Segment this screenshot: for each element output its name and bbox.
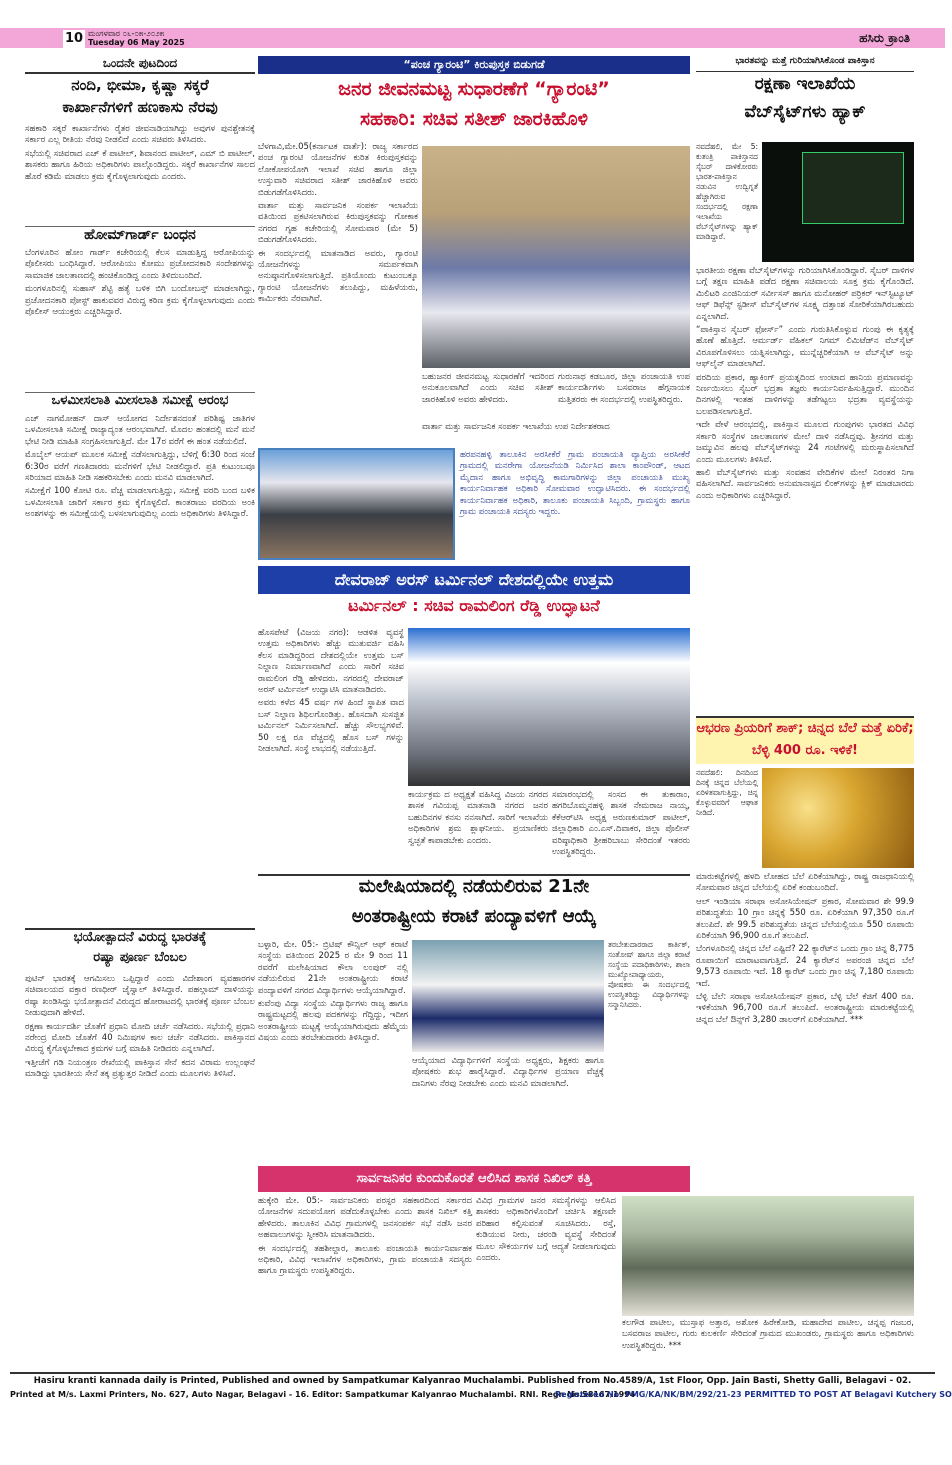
- lead-body-right: [558, 372, 690, 422]
- paragraph: ಕಾರ್ಯಕ್ರಮ ದ ಅಧ್ಯಕ್ಷತೆ ವಹಿಸಿದ್ದ ವಿಜಯ ನಗರದ ಶಾಸಕ ಗವಿಯಪ್ಪ ಮಾತನಾಡಿ ನಗರದ ಜನರ ಬಹುದಿನಗಳ ಕನಸು ನನಸಾಗಿದೆ. ಸಾರಿಗೆ ಇಲಾಖೆಯ ಅಧಿಕಾರಿಗಳ ಶ್ರಮ ಶ್ಲಾಘನೀಯ. ಪ್ರಯಾಣಿಕರು ಸ್ವಚ್ಛತೆ ಕಾಪಾಡಬೇಕು ಎಂದರು.: [408, 790, 548, 846]
- karate-body-bottom: [412, 1056, 604, 1162]
- gold-side-text: ನವದೆಹಲಿ: ದಿನದಿಂದ ದಿನಕ್ಕೆ ಚಿನ್ನದ ಬೆಲೆಯಲ್ಲಿ ಏರಿಳಿತವಾಗುತ್ತಿದ್ದು, ಚಿನ್ನ ಕೊಳ್ಳುವವರಿಗೆ ಆಘಾತ ನೀಡಿದೆ.: [696, 768, 758, 817]
- paragraph: ತರಬೇತುದಾರರಾದ ಕಾರ್ತಿಕ್, ಸಂತೋಷ್ ಹಾಗೂ ಜಿಲ್ಲಾ ಕರಾಟೆ ಸಂಸ್ಥೆಯ ಪದಾಧಿಕಾರಿಗಳು, ಶಾಲಾ ಮುಖ್ಯೋಪಾಧ್ಯಾಯರು, ಪೋಷಕರು ಈ ಸಂದರ್ಭದಲ್ಲಿ ಉಪಸ್ಥಿತರಿದ್ದು ವಿದ್ಯಾರ್ಥಿಗಳನ್ನು ಸನ್ಮಾನಿಸಿದರು.: [608, 940, 690, 1009]
- paragraph: ವಿವಿಧ ಗ್ರಾಮಗಳ ಜನರ ಸಮಸ್ಯೆಗಳನ್ನು ಆಲಿಸಿದ ಶಾಸಕರು ಅಧಿಕಾರಿಗಳೊಂದಿಗೆ ಚರ್ಚಿಸಿ ತಕ್ಷಣವೇ ಪರಿಹಾರ ಕಲ್ಪಿಸುವಂತೆ ಸೂಚಿಸಿದರು. ರಸ್ತೆ, ಕುಡಿಯುವ ನೀರು, ಚರಂಡಿ ವ್ಯವಸ್ಥೆ ಸೇರಿದಂತೆ ಮೂಲ ಸೌಕರ್ಯಗಳ ಬಗ್ಗೆ ಆದ್ಯತೆ ನೀಡಲಾಗುವುದು ಎಂದರು.: [476, 1196, 616, 1264]
- col4-body: [696, 266, 914, 712]
- terminal-body-left: [258, 628, 404, 868]
- terminal-body-right: [552, 790, 690, 868]
- paragraph: ಬಳ್ಳಾರಿ, ಮೇ. 05:- ಬ್ರಿಟಿಷ್ ಕೌನ್ಸಿಲ್ ಆಫ್ ಕರಾಟೆ ಸಂಸ್ಥೆಯ ವತಿಯಿಂದ 2025 ರ ಮೇ 9 ರಿಂದ 11 ರವರೆಗೆ ಮಲೇಷಿಯಾದ ಕೌಲಾ ಲಂಪುರ್ ನಲ್ಲಿ ನಡೆಯಲಿರುವ 21ನೇ ಅಂತರಾಷ್ಟ್ರೀಯ ಕರಾಟೆ ಪಂದ್ಯಾವಳಿಗೆ ನಗರದ ವಿದ್ಯಾರ್ಥಿಗಳು ಆಯ್ಕೆಯಾಗಿದ್ದಾರೆ.: [258, 940, 408, 996]
- paragraph: ಬೆಂಗಳೂರಿನಲ್ಲಿ ಚಿನ್ನದ ಬೆಲೆ ಎಷ್ಟಿದೆ? 22 ಕ್ಯಾರೆಟ್‌ನ ಒಂದು ಗ್ರಾಂ ಚಿನ್ನ 8,775 ರೂಪಾಯಿಗೆ ಮಾರಾಟವಾಗುತ್ತಿದೆ. 24 ಕ್ಯಾರೆಟ್‌ನ ಅಪರಂಜಿ ಚಿನ್ನದ ಬೆಲೆ 9,573 ರೂಪಾಯಿ ಇದೆ. 18 ಕ್ಯಾರೆಟ್ ಒಂದು ಗ್ರಾಂ ಚಿನ್ನ 7,180 ರೂಪಾಯಿ ಇದೆ.: [696, 944, 914, 989]
- paragraph: ಈ ಸಂದರ್ಭದಲ್ಲಿ ಮಾತನಾಡಿದ ಅವರು, ಗ್ಯಾರಂಟಿ ಯೋಜನೆಗಳನ್ನು ಸಮರ್ಪಕವಾಗಿ ಅನುಷ್ಠಾನಗೊಳಿಸಲಾಗುತ್ತಿದೆ. ಪ್ರತಿಯೊಂದು ಕುಟುಂಬಕ್ಕೂ ಗ್ಯಾರಂಟಿ ಯೋಜನೆಗಳು ತಲುಪಿದ್ದು, ಮಹಿಳೆಯರು, ಕಾರ್ಮಿಕರು ನೆರವಾಗಿವೆ.: [258, 248, 418, 305]
- gold-photo: [762, 768, 914, 868]
- nikhil-body-left: [258, 1196, 472, 1368]
- lead-body-center: [422, 372, 554, 422]
- karate-body-right: [608, 940, 690, 1162]
- col4-side-text: ನವದೆಹಲಿ, ಮೇ 5: ಕುತಂತ್ರಿ ಪಾಕಿಸ್ತಾನದ ಸೈಬರ್ ದಾಳಿಕೋರರು ಭಾರತ-ಪಾಕಿಸ್ತಾನ ನಡುವಿನ ಉದ್ವಿಗ್ನತೆ ಹೆಚ್ಚಾಗಿರುವ ಸಂದರ್ಭದಲ್ಲಿ ರಕ್ಷಣಾ ಇಲಾಖೆಯ ವೆಬ್‌ಸೈಟ್‌ಗಳನ್ನು ಹ್ಯಾಕ್ ಮಾಡಿದ್ದಾರೆ.: [696, 142, 758, 241]
- expo-caption: ಹರಪನಹಳ್ಳಿ ತಾಲೂಕಿನ ಅರಸೀಕೆರೆ ಗ್ರಾಮ ಪಂಚಾಯತಿ ವ್ಯಾಪ್ತಿಯ ಅರಸೀಕೆರೆ ಗ್ರಾಮದಲ್ಲಿ ಮನರೇಗಾ ಯೋಜನೆಯಡಿ ನಿರ್ಮಿಸಿದ ಶಾಲಾ ಕಾಂಪೌಂಡ್, ಆಟದ ಮೈದಾನ ಹಾಗೂ ಅಭಿವೃದ್ಧಿ ಕಾಮಗಾರಿಗಳನ್ನು ಜಿಲ್ಲಾ ಪಂಚಾಯತಿ ಮುಖ್ಯ ಕಾರ್ಯನಿರ್ವಾಹಕ ಅಧಿಕಾರಿ ಸೋಮವಾರ ಉದ್ಘಾಟಿಸಿದರು. ಈ ಸಂದರ್ಭದಲ್ಲಿ ಕಾರ್ಯನಿರ್ವಾಹಕ ಅಧಿಕಾರಿ, ತಾಲೂಕು ಪಂಚಾಯತಿ ಸಿಬ್ಬಂದಿ, ಗ್ರಾಮಸ್ಥರು ಹಾಗೂ ಗ್ರಾಮ ಪಂಚಾಯತಿ ಸದಸ್ಯರು ಇದ್ದರು.: [460, 450, 690, 518]
- col4-headline2: ವೆಬ್‌ಸೈಟ್‌ಗಳು ಹ್ಯಾಕ್: [744, 102, 866, 122]
- hacker-photo: [762, 142, 914, 262]
- col1-story4-body: [25, 974, 255, 1368]
- paragraph: ಇದೇ ವೇಳೆ ಆರಂಭದಲ್ಲಿ, ಪಾಕಿಸ್ತಾನ ಮೂಲದ ಗುಂಪುಗಳು ಭಾರತದ ವಿವಿಧ ಸರ್ಕಾರಿ ಸಂಸ್ಥೆಗಳ ಜಾಲತಾಣಗಳ ಮೇಲೆ ದಾಳಿ ನಡೆಸಿದ್ದವು. ಶ್ರೀನಗರ ಮತ್ತು ಜಮ್ಮುವಿನ ಹಲವು ವೆಬ್‌ಸೈಟ್‌ಗಳನ್ನು 24 ಗಂಟೆಗಳಲ್ಲಿ ಮರುಸ್ಥಾಪಿಸಲಾಗಿದೆ ಎಂದು ಮೂಲಗಳು ತಿಳಿಸಿವೆ.: [696, 420, 914, 465]
- lead-kicker: “ಪಂಚ ಗ್ಯಾರಂಟಿ” ಕಿರುಪುಸ್ತಕ ಬಿಡುಗಡೆ: [258, 56, 690, 74]
- paragraph: ಅವರು ಕಳೆದ 45 ವರ್ಷ ಗಳ ಹಿಂದೆ ಸ್ಥಾಪಿತ ವಾದ ಬಸ್ ನಿಲ್ದಾಣ ಶಿಥಿಲಗೊಂಡಿತ್ತು. ಹೊಸದಾಗಿ ಸುಸಜ್ಜಿತ ಟರ್ಮಿನಲ್ ನಿರ್ಮಿಸಲಾಗಿದೆ. ಹೆಚ್ಚು ಸೌಲಭ್ಯಗಳಿವೆ. 50 ಲಕ್ಷ ರೂ ವೆಚ್ಚದಲ್ಲಿ ಹೊಸ ಬಸ್ ಗಳನ್ನು ನೀಡಲಾಗಿದೆ. ಸಂಸ್ಥೆ ಲಾಭದಲ್ಲಿ ನಡೆಯುತ್ತಿದೆ.: [258, 698, 404, 755]
- karate-headline2: ಅಂತರಾಷ್ಟ್ರೀಯ ಕರಾಟೆ ಪಂದ್ಯಾವಳಿಗೆ ಆಯ್ಕೆ: [351, 906, 597, 927]
- paragraph: ಕುವೆಂಪು ವಿದ್ಯಾ ಸಂಸ್ಥೆಯ ವಿದ್ಯಾರ್ಥಿಗಳು ರಾಜ್ಯ ಹಾಗೂ ರಾಷ್ಟ್ರಮಟ್ಟದಲ್ಲಿ ಹಲವು ಪದಕಗಳನ್ನು ಗೆದ್ದಿದ್ದು, ಇದೀಗ ಅಂತರಾಷ್ಟ್ರೀಯ ಮಟ್ಟಕ್ಕೆ ಆಯ್ಕೆಯಾಗಿರುವುದು ಹೆಮ್ಮೆಯ ವಿಷಯ ಎಂದು ತರಬೇತುದಾರರು ತಿಳಿಸಿದ್ದಾರೆ.: [258, 999, 408, 1044]
- section-label: ಒಂದನೇ ಪುಟದಿಂದ: [25, 56, 255, 74]
- paragraph: ವಾರ್ತಾ ಮತ್ತು ಸಾರ್ವಜನಿಕ ಸಂಪರ್ಕ ಇಲಾಖೆಯ ವತಿಯಿಂದ ಪ್ರಕಟಿಸಲಾಗಿರುವ ಕಿರುಪುಸ್ತಕವನ್ನು ಗೋಕಾಕ ನಗರದ ಗೃಹ ಕಚೇರಿಯಲ್ಲಿ ಸೋಮವಾರ (ಮೇ 5) ಬಿಡುಗಡೆಗೊಳಿಸಿದರು.: [258, 201, 418, 246]
- nikhil-photo: [622, 1196, 914, 1316]
- paragraph: ಮೊಬೈಲ್ ಆಯಪ್ ಮೂಲಕ ಸಮೀಕ್ಷೆ ನಡೆಸಲಾಗುತ್ತಿದ್ದು, ಬೆಳಿಗ್ಗೆ 6:30 ರಿಂದ ಸಂಜೆ 6:30ರ ವರೆಗೆ ಗಣತಿದಾರರು ಮನೆಗಳಿಗೆ ಭೇಟಿ ನೀಡಲಿದ್ದಾರೆ. ಪ್ರತಿ ಕುಟುಂಬವೂ ಸರಿಯಾದ ಮಾಹಿತಿ ನೀಡಿ ಸಹಕರಿಸಬೇಕು ಎಂದು ಮನವಿ ಮಾಡಲಾಗಿದೆ.: [25, 450, 255, 484]
- paragraph: “ಪಾಕಿಸ್ತಾನ ಸೈಬರ್ ಫೋರ್ಸ್” ಎಂದು ಗುರುತಿಸಿಕೊಳ್ಳುವ ಗುಂಪು ಈ ಕೃತ್ಯಕ್ಕೆ ಹೊಣೆ ಹೊತ್ತಿದೆ. ಆರ್ಮರ್ಡ್ ವೆಹಿಕಲ್ ನಿಗಮ್ ಲಿಮಿಟೆಡ್‌ನ ವೆಬ್‌ಸೈಟ್ ವಿರೂಪಗೊಳಿಸಲು ಯತ್ನಿಸಲಾಗಿದ್ದು, ಮುನ್ನೆಚ್ಚರಿಕೆಯಾಗಿ ಆ ವೆಬ್‌ಸೈಟ್ ಅನ್ನು ಆಫ್‌ಲೈನ್ ಮಾಡಲಾಗಿದೆ.: [696, 325, 914, 370]
- terminal-headline2: ಟರ್ಮಿನಲ್ : ಸಚಿವ ರಾಮಲಿಂಗ ರೆಡ್ಡಿ ಉದ್ಘಾಟನೆ: [348, 596, 600, 615]
- paragraph: ಸಮಾರಂಭದಲ್ಲಿ ಸಂಸದ ಈ ತುಕಾರಾಂ, ಹಗರಿಬೊಮ್ಮನಹಳ್ಳಿ ಶಾಸಕ ನೇಮರಾಜ ನಾಯ್ಕ, ಕೆಕೆಆರ್‌ಟಿಸಿ ಅಧ್ಯಕ್ಷ ಅರುಣಕುಮಾರ್ ಪಾಟೀಲ್, ಜಿಲ್ಲಾಧಿಕಾರಿ ಎಂ.ಎಸ್.ದಿವಾಕರ, ಜಿಲ್ಲಾ ಪೊಲೀಸ್ ವರಿಷ್ಠಾಧಿಕಾರಿ ಶ್ರೀಹರಿಬಾಬು ಸೇರಿದಂತೆ ಇತರರು ಉಪಸ್ಥಿತರಿದ್ದರು.: [552, 790, 690, 858]
- col1-story2-body: [25, 248, 255, 388]
- paragraph: ಬೆಳಗಾವಿ,ಮೇ.05(ಕರ್ನಾಟಕ ವಾರ್ತೆ): ರಾಜ್ಯ ಸರ್ಕಾರದ ಪಂಚ ಗ್ಯಾರಂಟಿ ಯೋಜನೆಗಳ ಕುರಿತ ಕಿರುಪುಸ್ತಕವನ್ನು ಲೋಕೋಪಯೋಗಿ ಇಲಾಖೆ ಸಚಿವ ಹಾಗೂ ಜಿಲ್ಲಾ ಉಸ್ತುವಾರಿ ಸಚಿವರಾದ ಸತೀಶ್ ಜಾರಕಿಹೊಳಿ ಅವರು ಬಿಡುಗಡೆಗೊಳಿಸಿದರು.: [258, 142, 418, 198]
- paper-name: ಹಸಿರು ಕ್ರಾಂತಿ: [859, 31, 910, 45]
- paragraph: ಬೆಂಗಳೂರಿನ ಹೋಂ ಗಾರ್ಡ್ ಕಚೇರಿಯಲ್ಲಿ ಕೆಲಸ ಮಾಡುತ್ತಿದ್ದ ಆರೋಪಿಯನ್ನು ಪೊಲೀಸರು ಬಂಧಿಸಿದ್ದಾರೆ. ಆರೋಪಿಯು ಕೋಮು ಪ್ರಚೋದನಕಾರಿ ಸಂದೇಶಗಳನ್ನು ಸಾಮಾಜಿಕ ಜಾಲತಾಣದಲ್ಲಿ ಹಂಚಿಕೊಂಡಿದ್ದ ಎಂದು ತಿಳಿದುಬಂದಿದೆ.: [25, 248, 255, 281]
- paragraph: ಬಹುಜನರ ಜೀವನಮಟ್ಟ ಸುಧಾರಣೆಗೆ ಇದರಿಂದ ಅನುಕೂಲವಾಗಿದೆ ಎಂದು ಸಚಿವ ಸತೀಶ್ ಜಾರಕಿಹೊಳಿ ಅವರು ಹೇಳಿದರು.: [422, 372, 554, 405]
- nikhil-body-right: [476, 1196, 616, 1368]
- paragraph: ಹುಕ್ಕೇರಿ ಮೇ. 05:- ಸಾರ್ವಜನಿಕರು ಪರಸ್ಪರ ಸಹಕಾರದಿಂದ ಸರ್ಕಾರದ ಯೋಜನೆಗಳ ಸದುಪಯೋಗ ಪಡೆದುಕೊಳ್ಳಬೇಕು ಎಂದು ಶಾಸಕ ನಿಖಿಲ್ ಕತ್ತಿ ಹೇಳಿದರು. ತಾಲೂಕಿನ ವಿವಿಧ ಗ್ರಾಮಗಳಲ್ಲಿ ಜನಸಂಪರ್ಕ ಸಭೆ ನಡೆಸಿ ಜನರ ಅಹವಾಲುಗಳನ್ನು ಸ್ವೀಕರಿಸಿ ಮಾತನಾಡಿದರು.: [258, 1196, 472, 1241]
- paragraph: ಸಮೀಕ್ಷೆಗೆ 100 ಕೋಟಿ ರೂ. ವೆಚ್ಚ ಮಾಡಲಾಗುತ್ತಿದ್ದು, ಸಮೀಕ್ಷೆ ವರದಿ ಬಂದ ಬಳಿಕ ಒಳಮೀಸಲಾತಿ ಜಾರಿಗೆ ಸರ್ಕಾರ ಕ್ರಮ ಕೈಗೊಳ್ಳಲಿದೆ. ಕಾಂತರಾಜು ವರದಿಯ ಅಂಕಿ ಅಂಶಗಳನ್ನು ಈ ಸಮೀಕ್ಷೆಯಲ್ಲಿ ಬಳಸಲಾಗುವುದಿಲ್ಲ ಎಂದು ಅಧಿಕಾರಿಗಳು ತಿಳಿಸಿದ್ದಾರೆ.: [25, 486, 255, 520]
- lead-headline2: ಸಹಕಾರಿ: ಸಚಿವ ಸತೀಶ್ ಜಾರಕಿಹೊಳಿ: [359, 108, 589, 130]
- paragraph: ಮಂಗಳೂರಿನಲ್ಲಿ ಸುಹಾಸ್ ಶೆಟ್ಟಿ ಹತ್ಯೆ ಬಳಿಕ ಬಿಗಿ ಬಂದೋಬಸ್ತ್ ಮಾಡಲಾಗಿದ್ದು, ಪ್ರಚೋದನಕಾರಿ ಪೋಸ್ಟ್ ಹಾಕುವವರ ವಿರುದ್ಧ ಕಠಿಣ ಕ್ರಮ ಕೈಗೊಳ್ಳಲಾಗುವುದು ಎಂದು ಪೊಲೀಸ್ ಆಯುಕ್ತರು ಎಚ್ಚರಿಸಿದ್ದಾರೆ.: [25, 284, 255, 318]
- col1-story3-headline: ಒಳಮೀಸಲಾತಿ ಮೀಸಲಾತಿ ಸಮೀಕ್ಷೆ ಆರಂಭ: [25, 392, 255, 412]
- terminal-headline1: ದೇವರಾಜ್ ಅರಸ್ ಟರ್ಮಿನಲ್ ದೇಶದಲ್ಲಿಯೇ ಉತ್ತಮ: [258, 566, 690, 594]
- paragraph: ಹೊಸಪೇಟೆ (ವಿಜಯ ನಗರ): ಆಡಳಿತ ವ್ಯವಸ್ಥೆ ಉತ್ತಮ ಅಧಿಕಾರಿಗಳು ಹೆಚ್ಚು ಮುತುವರ್ಜಿ ವಹಿಸಿ ಕೆಲಸ ಮಾಡಿದ್ದರಿಂದ ದೇಶದಲ್ಲಿಯೇ ಉತ್ತಮ ಬಸ್ ನಿಲ್ದಾಣ ನಿರ್ಮಾಣವಾಗಿದೆ ಎಂದು ಸಾರಿಗೆ ಸಚಿವ ರಾಮಲಿಂಗ ರೆಡ್ಡಿ ಹೇಳಿದರು. ನಗರದಲ್ಲಿ ದೇವರಾಜ್ ಅರಸ್ ಟರ್ಮಿನಲ್ ಉದ್ಘಾಟಿಸಿ ಮಾತನಾಡಿದರು.: [258, 628, 404, 696]
- terminal-photo: [408, 628, 690, 786]
- paragraph: ಪುಟಿನ್ ಭಾರತಕ್ಕೆ ಆಗಮಿಸಲು ಒಪ್ಪಿದ್ದಾರೆ ಎಂದು ವಿದೇಶಾಂಗ ವ್ಯವಹಾರಗಳ ಸಚಿವಾಲಯದ ವಕ್ತಾರ ರಣಧೀರ್ ಜೈಸ್ವಾಲ್ ತಿಳಿಸಿದ್ದಾರೆ. ಪಹಲ್ಗಾಮ್ ದಾಳಿಯನ್ನು ರಷ್ಯಾ ಖಂಡಿಸಿದ್ದು ಭಯೋತ್ಪಾದನೆ ವಿರುದ್ಧದ ಹೋರಾಟದಲ್ಲಿ ಭಾರತಕ್ಕೆ ಪೂರ್ಣ ಬೆಂಬಲ ನೀಡುವುದಾಗಿ ಹೇಳಿದೆ.: [25, 974, 255, 1019]
- paragraph: ಇತ್ತೀಚೆಗೆ ಗಡಿ ನಿಯಂತ್ರಣ ರೇಖೆಯಲ್ಲಿ ಪಾಕಿಸ್ತಾನ ಸೇನೆ ಕದನ ವಿರಾಮ ಉಲ್ಲಂಘನೆ ಮಾಡಿದ್ದು ಭಾರತೀಯ ಸೇನೆ ತಕ್ಕ ಪ್ರತ್ಯುತ್ತರ ನೀಡಿದೆ ಎಂದು ಮೂಲಗಳು ತಿಳಿಸಿವೆ.: [25, 1057, 255, 1080]
- karate-body-left: [258, 940, 408, 1162]
- footer-line2-right: Registered No. PMG/KA/NK/BM/292/21-23 PERMITTED TO POST AT Belagavi Kutchery SO: [555, 1390, 952, 1399]
- col1-story4-headline2: ರಷ್ಯಾ ಪೂರ್ಣ ಬೆಂಬಲ: [93, 950, 187, 965]
- paragraph: ಭಾರತೀಯ ರಕ್ಷಣಾ ವೆಬ್‌ಸೈಟ್‌ಗಳನ್ನು ಗುರಿಯಾಗಿಸಿಕೊಂಡಿದ್ದಾರೆ. ಸೈಬರ್ ದಾಳಿಗಳ ಬಗ್ಗೆ ತಕ್ಷಣ ಮಾಹಿತಿ ಪಡೆದ ರಕ್ಷಣಾ ಸಚಿವಾಲಯ ಸೂಕ್ತ ಕ್ರಮ ಕೈಗೊಂಡಿದೆ. ಮಿಲಿಟರಿ ಎಂಜಿನಿಯರ್ ಸರ್ವೀಸಸ್ ಹಾಗೂ ಮನೋಹರ್ ಪರ್ರಿಕರ್ ಇನ್‌ಸ್ಟಿಟ್ಯೂಟ್ ಆಫ್ ಡಿಫೆನ್ಸ್ ಸ್ಟಡೀಸ್ ವೆಬ್‌ಸೈಟ್‌ಗಳ ಸೂಕ್ಷ್ಮ ದತ್ತಾಂಶ ಸೋರಿಕೆಯಾಗಿರಬಹುದು ಎನ್ನಲಾಗಿದೆ.: [696, 266, 914, 322]
- lead-headline1: ಜನರ ಜೀವನಮಟ್ಟ ಸುಧಾರಣೆಗೆ “ಗ್ಯಾರಂಟಿ”: [338, 78, 610, 100]
- col1-story2-headline: ಹೋಮ್‌ಗಾರ್ಡ್ ಬಂಧನ: [25, 226, 255, 246]
- paragraph: ಆಲ್ ಇಂಡಿಯಾ ಸರಾಫಾ ಅಸೋಸಿಯೇಷನ್ ಪ್ರಕಾರ, ಸೋಮವಾರ ಶೇ 99.9 ಪರಿಶುದ್ಧತೆಯ 10 ಗ್ರಾಂ ಚಿನ್ನಕ್ಕೆ 550 ರೂ. ಏರಿಕೆಯಾಗಿ 97,350 ರೂ.ಗೆ ತಲುಪಿದೆ. ಶೇ 99.5 ಪರಿಶುದ್ಧತೆಯ ಚಿನ್ನದ ಬೆಲೆಯಲ್ಲಿಯೂ 550 ರೂಪಾಯಿ ಏರಿಕೆಯಾಗಿ 96,900 ರೂ.ಗೆ ತಲುಪಿದೆ.: [696, 896, 914, 942]
- paragraph: ರಕ್ಷಣಾ ಕಾರ್ಯದರ್ಶಿ ಜೊತೆಗೆ ಪ್ರಧಾನಿ ಮೋದಿ ಚರ್ಚೆ ನಡೆಸಿದರು. ಸಭೆಯಲ್ಲಿ ಪ್ರಧಾನಿ ನರೇಂದ್ರ ಮೋದಿ ಜೊತೆಗೆ 40 ನಿಮಿಷಗಳ ಕಾಲ ಚರ್ಚೆ ನಡೆಸಿದರು. ಪಾಕಿಸ್ತಾನದ ವಿರುದ್ಧ ಕೈಗೊಳ್ಳಬೇಕಾದ ಕ್ರಮಗಳ ಬಗ್ಗೆ ಮಾಹಿತಿ ನೀಡಿದರು ಎನ್ನಲಾಗಿದೆ.: [25, 1021, 255, 1055]
- paragraph: ವಾರ್ತಾ ಮತ್ತು ಸಾರ್ವಜನಿಕ ಸಂಪರ್ಕ ಇಲಾಖೆಯ ಉಪ ನಿರ್ದೇಶಕರಾದ: [422, 422, 610, 432]
- expo-photo: [258, 448, 455, 560]
- paragraph: ಸಹಕಾರಿ ಸಕ್ಕರೆ ಕಾರ್ಖಾನೆಗಳು ರೈತರ ಜೀವನಾಡಿಯಾಗಿದ್ದು ಅವುಗಳ ಪುನಶ್ಚೇತನಕ್ಕೆ ಸರ್ಕಾರ ಎಲ್ಲ ರೀತಿಯ ನೆರವು ನೀಡಲಿದೆ ಎಂದು ಸಚಿವರು ತಿಳಿಸಿದರು.: [25, 124, 255, 146]
- paragraph: ಆಯ್ಕೆಯಾದ ವಿದ್ಯಾರ್ಥಿಗಳಿಗೆ ಸಂಸ್ಥೆಯ ಅಧ್ಯಕ್ಷರು, ಶಿಕ್ಷಕರು ಹಾಗೂ ಪೋಷಕರು ಶುಭ ಹಾರೈಸಿದ್ದಾರೆ. ವಿದ್ಯಾರ್ಥಿಗಳ ಪ್ರಯಾಣ ವೆಚ್ಚಕ್ಕೆ ದಾನಿಗಳು ನೆರವು ನೀಡಬೇಕು ಎಂದು ಮನವಿ ಮಾಡಲಾಗಿದೆ.: [412, 1056, 604, 1089]
- col4-kicker: ಭಾರತವನ್ನು ಮತ್ತೆ ಗುರಿಯಾಗಿಸಿಕೊಂಡ ಪಾಕಿಸ್ತಾನ: [696, 56, 914, 72]
- paragraph: ಬೆಳ್ಳಿ ಬೆಲೆ: ಸರಾಫಾ ಅಸೋಸಿಯೇಷನ್ ಪ್ರಕಾರ, ಬೆಳ್ಳಿ ಬೆಲೆ ಕೆಜಿಗೆ 400 ರೂ. ಇಳಿಕೆಯಾಗಿ 96,700 ರೂ.ಗೆ ತಲುಪಿದೆ. ಅಂತರಾಷ್ಟ್ರೀಯ ಮಾರುಕಟ್ಟೆಯಲ್ಲಿ ಚಿನ್ನದ ಬೆಲೆ ಔನ್ಸ್‌ಗೆ 3,280 ಡಾಲರ್‌ಗೆ ಏರಿಕೆಯಾಗಿದೆ. ***: [696, 992, 914, 1025]
- page-number: 10: [64, 31, 84, 46]
- gold-body: [696, 872, 914, 1192]
- paragraph: ವರದಿಯ ಪ್ರಕಾರ, ಹ್ಯಾಕಿಂಗ್ ಪ್ರಯತ್ನದಿಂದ ಉಂಟಾದ ಹಾನಿಯ ಪ್ರಮಾಣವನ್ನು ನಿರ್ಣಯಿಸಲು ಸೈಬರ್ ಭದ್ರತಾ ತಜ್ಞರು ಕಾರ್ಯನಿರ್ವಹಿಸುತ್ತಿದ್ದಾರೆ. ಮುಂದಿನ ದಿನಗಳಲ್ಲಿ ಇಂತಹ ದಾಳಿಗಳನ್ನು ತಡೆಗಟ್ಟಲು ಭದ್ರತಾ ವ್ಯವಸ್ಥೆಯನ್ನು ಬಲಪಡಿಸಲಾಗುತ್ತಿದೆ.: [696, 372, 914, 417]
- karate-headline1: ಮಲೇಷಿಯಾದಲ್ಲಿ ನಡೆಯಲಿರುವ 21ನೇ: [258, 874, 690, 904]
- col1-story1-headline1: ನಂದಿ, ಭೀಮಾ, ಕೃಷ್ಣಾ ಸಕ್ಕರೆ: [71, 76, 209, 94]
- terminal-body-mid: [408, 790, 548, 868]
- footer-line2-left: Printed at M/s. Laxmi Printers, No. 627, Auto Nagar, Belagavi - 16. Editor: Sampatkumar Kalyanrao Muchalambi. RNI. Regn No.58167/1994: [10, 1390, 636, 1399]
- paragraph: ಮಾರುಕಟ್ಟೆಗಳಲ್ಲಿ ಹಳದಿ ಲೋಹದ ಬೆಲೆ ಏರಿಕೆಯಾಗಿದ್ದು, ರಾಷ್ಟ್ರ ರಾಜಧಾನಿಯಲ್ಲಿ ಸೋಮವಾರ ಚಿನ್ನದ ಬೆಲೆಯಲ್ಲಿ ಏರಿಕೆ ಕಂಡುಬಂದಿದೆ.: [696, 872, 914, 894]
- gold-headline: ಆಭರಣ ಪ್ರಿಯರಿಗೆ ಶಾಕ್; ಚಿನ್ನದ ಬೆಲೆ ಮತ್ತೆ ಏರಿಕೆ; ಬೆಳ್ಳಿ 400 ರೂ. ಇಳಿಕೆ!: [696, 716, 914, 764]
- paragraph: ಹಾಲಿ ವೆಬ್‌ಸೈಟ್‌ಗಳು ಮತ್ತು ಸಂವಹನ ವೇದಿಕೆಗಳ ಮೇಲೆ ನಿರಂತರ ನಿಗಾ ವಹಿಸಲಾಗಿದೆ. ಸಾರ್ವಜನಿಕರು ಅನುಮಾನಾಸ್ಪದ ಲಿಂಕ್‌ಗಳನ್ನು ಕ್ಲಿಕ್ ಮಾಡಬಾರದು ಎಂದು ಅಧಿಕಾರಿಗಳು ಎಚ್ಚರಿಸಿದ್ದಾರೆ.: [696, 467, 914, 501]
- paragraph: ಗುರುನಾಥ ಕಡಬೂರ, ಜಿಲ್ಲಾ ಪಂಚಾಯತಿ ಉಪ ಕಾರ್ಯದರ್ಶಿಗಳು ಬಸವರಾಜ ಹೆಗ್ಗನಾಯಕ ಮತ್ತಿತರರು ಈ ಸಂದರ್ಭದಲ್ಲಿ ಉಪಸ್ಥಿತರಿದ್ದರು.: [558, 372, 690, 405]
- paragraph: ಎಚ್ ನಾಗಮೋಹನ್ ದಾಸ್ ಆಯೋಗದ ನಿರ್ದೇಶನದಂತೆ ಪರಿಶಿಷ್ಟ ಜಾತಿಗಳ ಒಳಮೀಸಲಾತಿ ಸಮೀಕ್ಷೆ ರಾಜ್ಯಾದ್ಯಂತ ಆರಂಭವಾಗಿದೆ. ಮೊದಲ ಹಂತದಲ್ಲಿ ಮನೆ ಮನೆ ಭೇಟಿ ನೀಡಿ ಮಾಹಿತಿ ಸಂಗ್ರಹಿಸಲಾಗುತ್ತಿದೆ. ಮೇ 17ರ ವರೆಗೆ ಈ ಹಂತ ನಡೆಯಲಿದೆ.: [25, 414, 255, 447]
- col1-story1-body: [25, 124, 255, 224]
- nikhil-caption: ಕಲಗೌಡ ಪಾಟೀಲ, ಮುಸ್ತಾಫ ಅತ್ತಾರ, ಅಶೋಕ ಹಿರೇಕೋಡಿ, ಮಹಾದೇವ ಪಾಟೀಲ, ಚನ್ನಪ್ಪ ಗಜಬರ, ಬಸವರಾಜ ಪಾಟೀಲ, ಗುರು ಕುಲಕರ್ಣಿ ಸೇರಿದಂತೆ ಗ್ರಾಮದ ಮುಖಂಡರು, ಗ್ರಾಮಸ್ಥರು ಹಾಗೂ ಅಧಿಕಾರಿಗಳು ಉಪಸ್ಥಿತರಿದ್ದರು. ***: [622, 1318, 914, 1351]
- col1-story1-headline2: ಕಾರ್ಖಾನೆಗಳಿಗೆ ಹಣಕಾಸು ನೆರವು: [62, 98, 218, 116]
- lead-photo: [422, 146, 690, 368]
- col1-story3-body: [25, 414, 255, 924]
- date-english: Tuesday 06 May 2025: [88, 38, 185, 47]
- paragraph: ಈ ಸಂದರ್ಭದಲ್ಲಿ ತಹಶೀಲ್ದಾರ, ತಾಲೂಕು ಪಂಚಾಯತಿ ಕಾರ್ಯನಿರ್ವಾಹಕ ಅಧಿಕಾರಿ, ವಿವಿಧ ಇಲಾಖೆಗಳ ಅಧಿಕಾರಿಗಳು, ಗ್ರಾಮ ಪಂಚಾಯತಿ ಸದಸ್ಯರು ಹಾಗೂ ಗ್ರಾಮಸ್ಥರು ಉಪಸ್ಥಿತರಿದ್ದರು.: [258, 1243, 472, 1277]
- date-kannada: ಮಂಗಳವಾರ ೦೬-೦೫-೨೦೨೫: [88, 29, 165, 38]
- paragraph: ಸಭೆಯಲ್ಲಿ ಸಚಿವರಾದ ಎಚ್ ಕೆ ಪಾಟೀಲ್, ಶಿವಾನಂದ ಪಾಟೀಲ್, ಎಮ್ ಬಿ ಪಾಟೀಲ್, ಶಾಸಕರು ಹಾಗೂ ಹಿರಿಯ ಅಧಿಕಾರಿಗಳು ಪಾಲ್ಗೊಂಡಿದ್ದರು. ಸಕ್ಕರೆ ಕಾರ್ಖಾನೆಗಳ ಸಾಲದ ಹೊರೆ ಕಡಿಮೆ ಮಾಡಲು ಕ್ರಮ ಕೈಗೊಳ್ಳಲಾಗುವುದು ಎಂದರು.: [25, 148, 255, 182]
- col4-headline1: ರಕ್ಷಣಾ ಇಲಾಖೆಯ: [754, 74, 856, 94]
- hacker-screen: [802, 152, 904, 224]
- nikhil-headline: ಸಾರ್ವಜನಿಕರ ಕುಂದುಕೊರತೆ ಆಲಿಸಿದ ಶಾಸಕ ನಿಖಿಲ್ ಕತ್ತಿ: [258, 1166, 690, 1192]
- karate-photo: [412, 940, 604, 1052]
- lead-body-bottom: [422, 422, 690, 442]
- footer-line1: Hasiru kranti kannada daily is Printed, Published and owned by Sampatkumar Kalyanrao Muchalambi. Published from No.4589/A, 1st Floor, Opp. Jain Basti, Shetty Galli, Belagavi - 02.: [10, 1372, 935, 1386]
- col1-story4-headline1: ಭಯೋತ್ಪಾದನೆ ವಿರುದ್ಧ ಭಾರತಕ್ಕೆ: [25, 928, 255, 950]
